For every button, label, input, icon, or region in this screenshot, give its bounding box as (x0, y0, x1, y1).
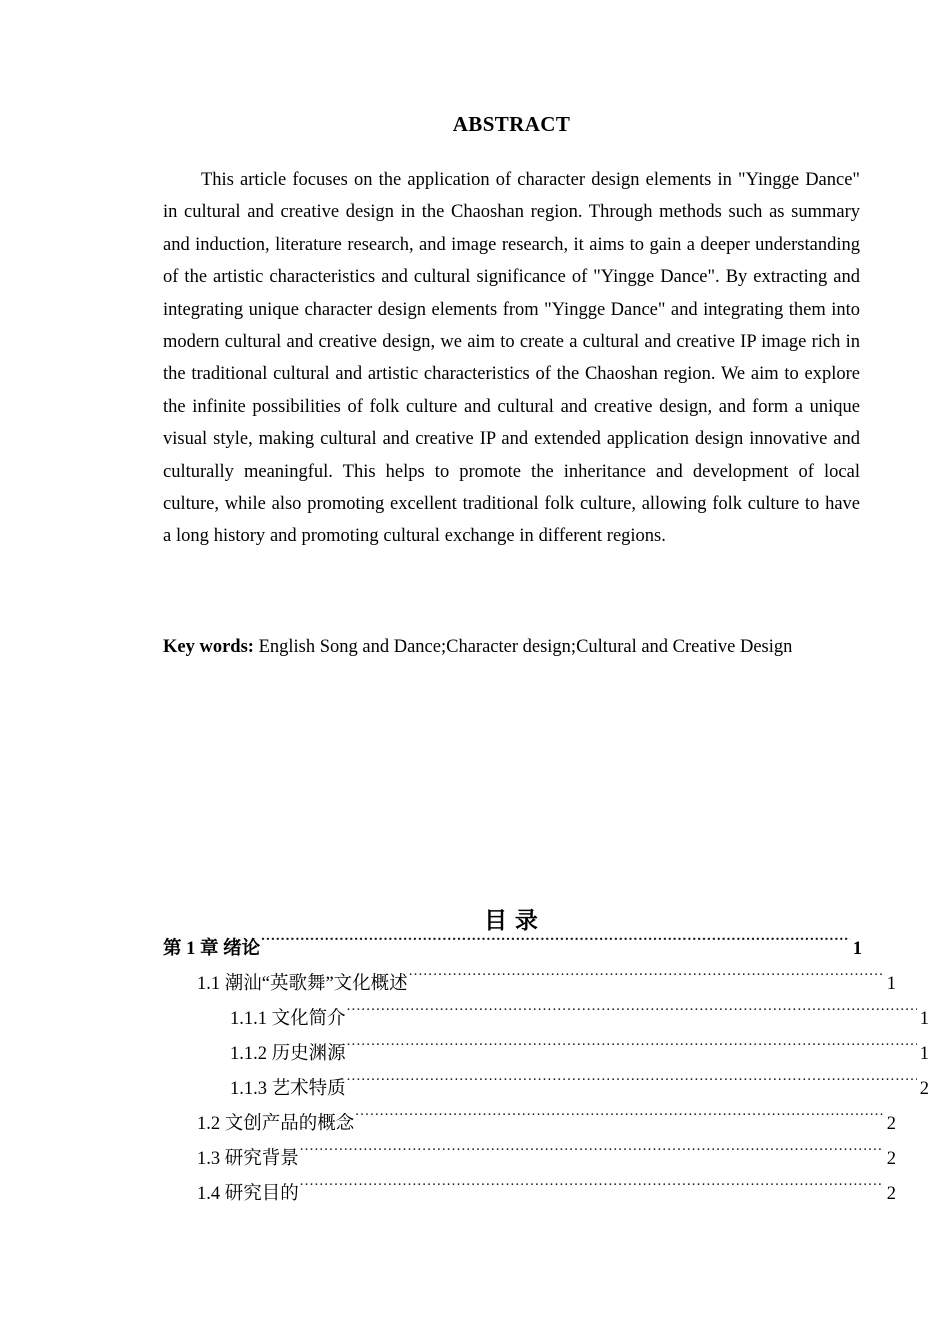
keywords-label: Key words: (163, 637, 254, 657)
table-of-contents-heading: 目 录 (484, 908, 539, 933)
toc-entry[interactable] (163, 932, 862, 967)
toc-entry[interactable] (163, 1107, 896, 1142)
toc-entry[interactable] (163, 1072, 929, 1107)
toc-entry-page-number: 2 (886, 1184, 896, 1204)
toc-entry-page-number: 2 (886, 1114, 896, 1134)
keywords-line (163, 633, 860, 661)
toc-entry-label: 1.1.1 文化简介 (230, 1009, 346, 1029)
abstract-section (163, 110, 860, 553)
toc-entry-page-number: 2 (919, 1079, 929, 1099)
toc-entry[interactable] (163, 967, 896, 1002)
abstract-paragraph: This article focuses on the application of character design elements in "Yingge Dance" in cultural and creative design in the Chaoshan region. Through methods such as summary and induction, literature research, and image research, it aims to gain a deeper understanding of the artistic characteristics and cultural significance of "Yingge Dance". By extracting and integrating unique character design elements from "Yingge Dance" and integrating them into modern cultural and creative design, we aim to create a cultural and creative IP image rich in the traditional cultural and artistic characteristics of the Chaoshan region. We aim to explore the infinite possibilities of folk culture and cultural and creative design, and form a unique visual style, making cultural and creative IP and extended application design innovative and culturally meaningful. This helps to promote the inheritance and development of local culture, while also promoting excellent traditional folk culture, allowing folk culture to have a long history and promoting cultural exchange in different regions. (163, 170, 860, 547)
toc-entry[interactable] (163, 1142, 896, 1177)
toc-entry[interactable] (163, 1002, 929, 1037)
toc-entry-label: 1.1.2 历史渊源 (230, 1044, 346, 1064)
toc-entry-page-number: 1 (919, 1009, 929, 1029)
toc-entry-label: 第 1 章 绪论 (163, 939, 261, 959)
toc-entry[interactable] (163, 1037, 929, 1072)
toc-entry-page-number: 1 (919, 1044, 929, 1064)
toc-dot-leader (347, 1076, 917, 1095)
toc-entry-label: 1.4 研究目的 (197, 1184, 299, 1204)
toc-entry-label: 1.1 潮汕“英歌舞”文化概述 (197, 974, 408, 994)
toc-dot-leader (409, 971, 884, 990)
toc-entry-page-number: 1 (852, 939, 862, 959)
toc-dot-leader (355, 1111, 884, 1130)
toc-dot-leader (347, 1006, 917, 1025)
toc-dot-leader (300, 1181, 884, 1200)
toc-dot-leader (347, 1041, 917, 1060)
table-of-contents-list (163, 932, 929, 1212)
toc-entry-page-number: 1 (886, 974, 896, 994)
toc-entry-label: 1.1.3 艺术特质 (230, 1079, 346, 1099)
toc-dot-leader (261, 936, 850, 955)
toc-entry-label: 1.3 研究背景 (197, 1149, 299, 1169)
abstract-heading: ABSTRACT (452, 112, 571, 136)
toc-dot-leader (300, 1146, 884, 1165)
toc-entry-page-number: 2 (886, 1149, 896, 1169)
toc-entry-label: 1.2 文创产品的概念 (197, 1114, 355, 1134)
toc-entry[interactable] (163, 1177, 896, 1212)
keywords-value: English Song and Dance;Character design;Cultural and Creative Design (253, 637, 793, 657)
